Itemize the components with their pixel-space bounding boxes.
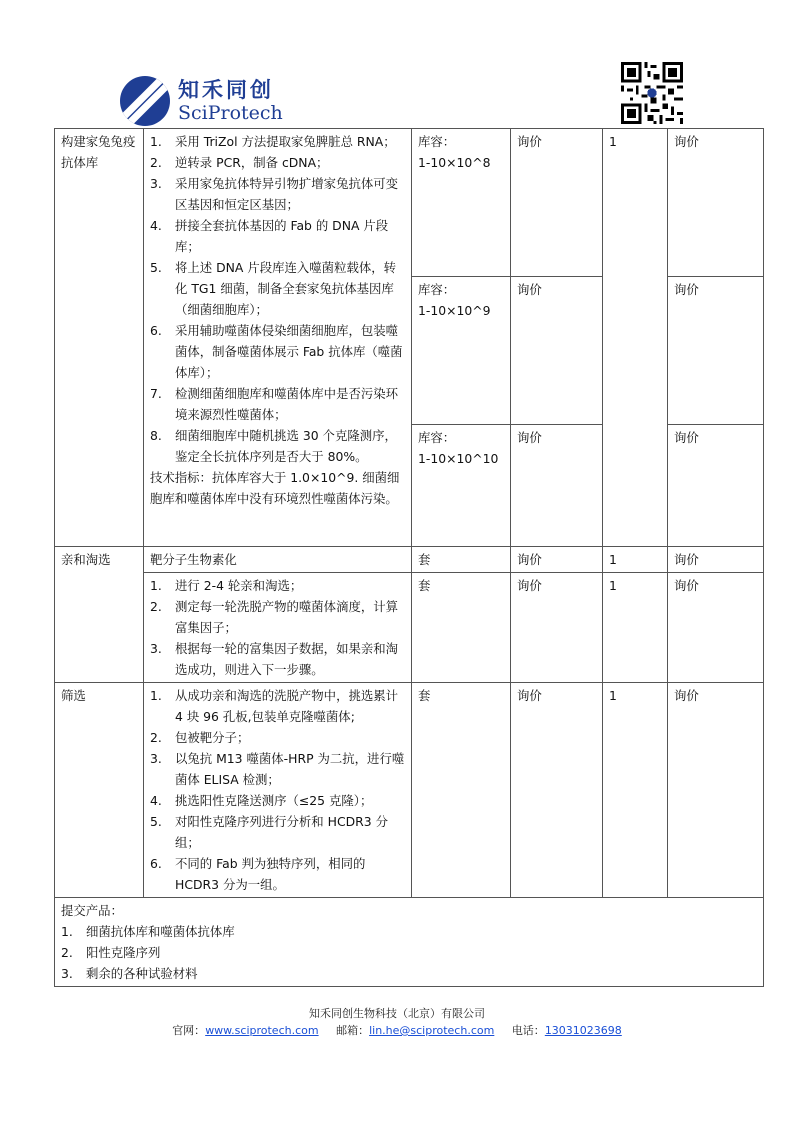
email-label: 邮箱： [336,1024,370,1037]
total-cell: 询价 [668,277,764,425]
deliverables-list [61,921,757,984]
technical-spec: 技术指标：抗体库容大于 1.0×10^9. 细菌细胞库和噬菌体库中没有环境烈性噬菌体污染。 [150,470,400,506]
capacity-label: 库容： [418,430,456,445]
total-cell: 询价 [668,425,764,547]
list-item: 逆转录 PCR，制备 cDNA； [175,155,329,170]
price-cell: 询价 [511,129,603,277]
screening-steps-cell [144,683,412,898]
capacity-cell [412,425,511,547]
email-link[interactable]: lin.he@sciprotech.com [369,1024,495,1037]
logo-mark-icon [120,76,170,126]
capacity-value: 1-10×10^10 [418,451,499,466]
list-item: 对阳性克隆序列进行分析和 HCDR3 分组； [175,814,388,850]
total-cell: 询价 [668,683,764,898]
list-item: 将上述 DNA 片段库连入噬菌粒载体，转化 TG1 细菌，制备全套家兔抗体基因库（细菌细胞库）； [175,260,397,317]
list-item: 以兔抗 M13 噬菌体-HRP 为二抗，进行噬菌体 ELISA 检测； [175,751,405,787]
phone-label: 电话： [511,1024,545,1037]
list-item: 从成功亲和淘选的洗脱产物中，挑选累计 4 块 96 孔板,包装单克隆噬菌体; [175,688,399,724]
capacity-label: 库容： [418,134,456,149]
qty-cell: 1 [603,547,668,573]
list-item: 进行 2-4 轮亲和淘选； [175,578,303,593]
list-item: 拼接全套抗体基因的 Fab 的 DNA 片段库； [175,218,389,254]
capacity-value: 1-10×10^8 [418,155,491,170]
logo-company-en: SciProtech [178,102,283,124]
quotation-table [54,128,764,987]
price-cell: 询价 [511,277,603,425]
list-item: 不同的 Fab 判为独特序列，相同的 HCDR3 分为一组。 [175,856,366,892]
total-cell: 询价 [668,129,764,277]
panning-steps-cell [144,573,412,683]
capacity-cell [412,129,511,277]
library-steps-list [150,131,405,467]
list-item: 测定每一轮洗脱产物的噬菌体滴度，计算富集因子； [175,599,399,635]
deliverables-title: 提交产品： [61,903,123,918]
unit-cell: 套 [412,547,511,573]
capacity-label: 库容： [418,282,456,297]
list-item: 根据每一轮的富集因子数据，如果亲和淘选成功，则进入下一步骤。 [175,641,399,677]
panning-substep: 靶分子生物素化 [144,547,412,573]
logo-company-cn: 知禾同创 [178,78,274,102]
list-item: 剩余的各种试验材料 [86,966,198,981]
list-item: 采用辅助噬菌体侵染细菌细胞库，包装噬菌体，制备噬菌体展示 Fab 抗体库（噬菌体库）； [175,323,403,380]
price-cell: 询价 [511,683,603,898]
list-item: 阳性克隆序列 [86,945,161,960]
qty-cell: 1 [603,573,668,683]
list-item: 采用家兔抗体特异引物扩增家兔抗体可变区基因和恒定区基因； [175,176,399,212]
list-item: 检测细菌细胞库和噬菌体库中是否污染环境来源烈性噬菌体； [175,386,399,422]
qty-cell: 1 [603,129,668,547]
total-cell: 询价 [668,547,764,573]
list-item: 细菌抗体库和噬菌体抗体库 [86,924,235,939]
unit-cell: 套 [412,683,511,898]
panning-steps-list [150,575,405,680]
capacity-cell [412,277,511,425]
list-item: 采用 TriZol 方法提取家兔脾脏总 RNA； [175,134,396,149]
capacity-value: 1-10×10^9 [418,303,491,318]
site-label: 官网： [172,1024,206,1037]
library-steps-cell [144,129,412,547]
deliverables-cell [55,898,764,987]
website-link[interactable]: www.sciprotech.com [205,1024,319,1037]
item-name-panning: 亲和淘选 [55,547,144,683]
list-item: 挑选阳性克隆送测序（≤25 克隆）； [175,793,373,808]
list-item: 包被靶分子； [175,730,250,745]
price-cell: 询价 [511,547,603,573]
price-cell: 询价 [511,425,603,547]
screening-steps-list [150,685,405,895]
item-name-screening: 筛选 [55,683,144,898]
footer-company: 知禾同创生物科技（北京）有限公司 [309,1007,485,1020]
total-cell: 询价 [668,573,764,683]
qty-cell: 1 [603,683,668,898]
footer-contact [0,1022,794,1038]
price-cell: 询价 [511,573,603,683]
phone-link[interactable]: 13031023698 [544,1024,622,1037]
company-logo [120,72,290,128]
list-item: 细菌细胞库中随机挑选 30 个克隆测序，鉴定全长抗体序列是否大于 80%。 [175,428,397,464]
item-name-library: 构建家兔兔疫抗体库 [55,129,144,547]
unit-cell: 套 [412,573,511,683]
qr-code-icon [621,62,683,124]
